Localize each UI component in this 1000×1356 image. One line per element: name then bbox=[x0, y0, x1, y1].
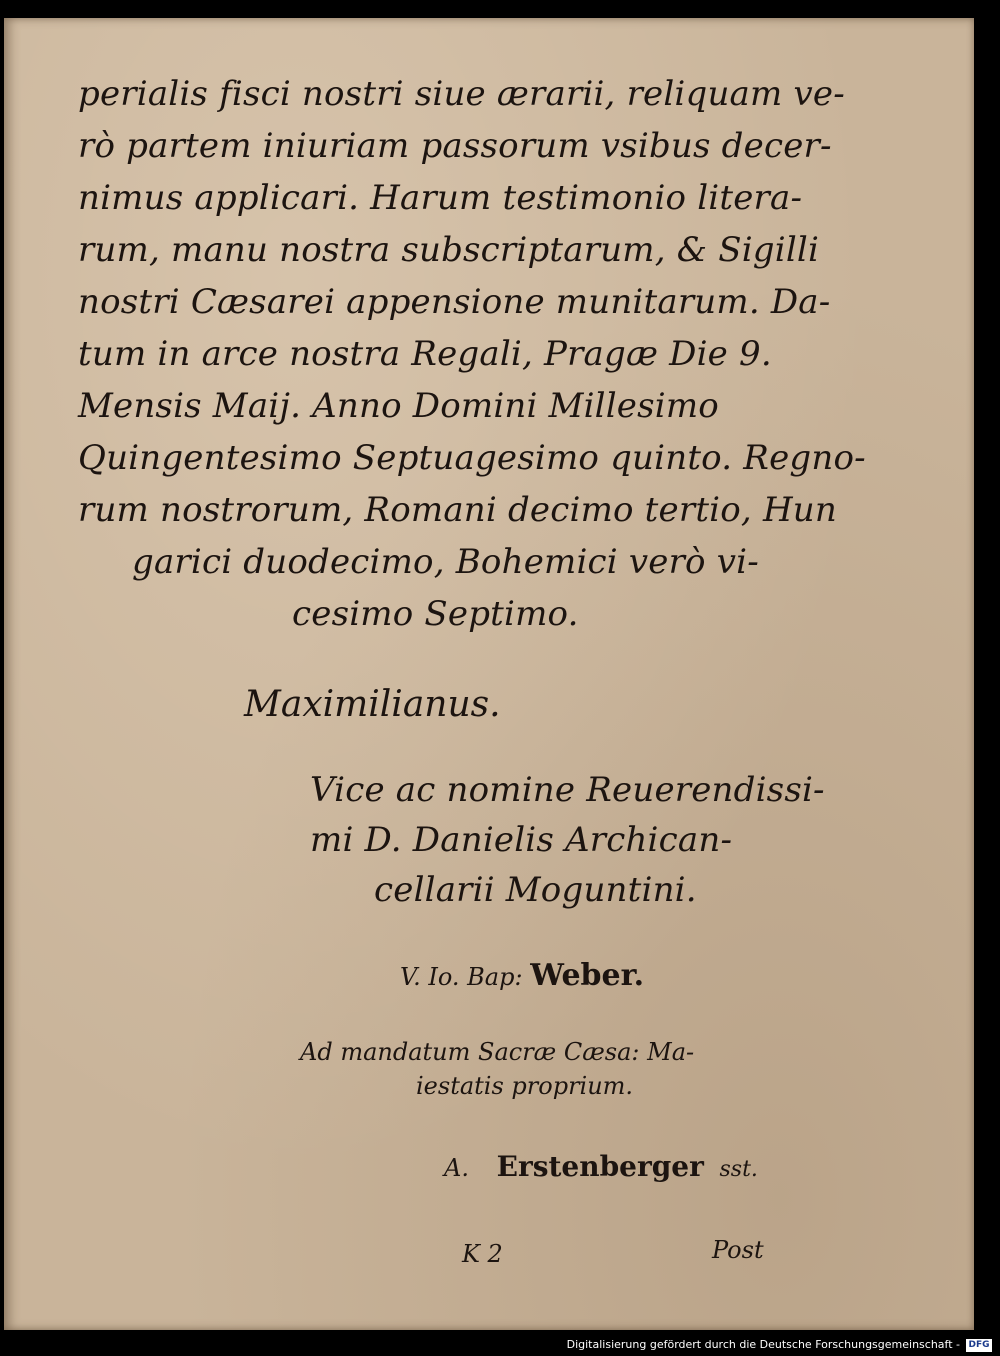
body-line-8: Quingentesimo Septuagesimo quinto. Regno- bbox=[78, 438, 866, 478]
body-line-9: rum nostrorum, Romani decimo tertio, Hun bbox=[78, 490, 837, 530]
body-line-6: tum in arce nostra Regali, Pragæ Die 9. bbox=[78, 334, 772, 374]
vice-line-3: cellarii Moguntini. bbox=[374, 870, 697, 910]
mandate-line-2: iestatis proprium. bbox=[416, 1072, 634, 1100]
body-line-3: nimus applicari. Harum testimonio litera- bbox=[78, 178, 803, 218]
vice-signature-name: Weber. bbox=[530, 958, 645, 993]
vice-line-1: Vice ac nomine Reuerendissi- bbox=[310, 770, 825, 810]
book-page bbox=[4, 18, 974, 1330]
body-line-7: Mensis Maij. Anno Domini Millesimo bbox=[78, 386, 719, 426]
vice-signature bbox=[400, 958, 644, 993]
vice-signature-prefix: V. Io. Bap: bbox=[400, 963, 523, 991]
secretary-name: Erstenberger bbox=[496, 1150, 704, 1183]
vice-line-2: mi D. Danielis Archican- bbox=[310, 820, 733, 860]
signature-maximilianus: Maximilianus. bbox=[244, 684, 501, 725]
body-line-5: nostri Cæsarei appensione munitarum. Da- bbox=[78, 282, 831, 322]
body-line-4: rum, manu nostra subscriptarum, & Sigilli bbox=[78, 230, 820, 270]
secretary-initial: A. bbox=[444, 1154, 469, 1182]
body-line-10: garici duodecimo, Bohemici verò vi- bbox=[132, 542, 759, 582]
body-line-11: cesimo Septimo. bbox=[292, 594, 579, 634]
secretary-signature bbox=[444, 1150, 758, 1183]
catchword: Post bbox=[712, 1236, 764, 1264]
secretary-suffix: sst. bbox=[719, 1157, 758, 1182]
body-line-2: rò partem iniuriam passorum vsibus decer- bbox=[78, 126, 832, 166]
signature-mark: K 2 bbox=[462, 1240, 503, 1268]
footer-credit: Digitalisierung gefördert durch die Deutsche Forschungsgemeinschaft - bbox=[566, 1338, 960, 1351]
mandate-line-1: Ad mandatum Sacræ Cæsa: Ma- bbox=[300, 1038, 695, 1066]
body-line-1: perialis fisci nostri siue ærarii, reliquam ve- bbox=[78, 74, 845, 114]
dfg-logo-icon: DFG bbox=[966, 1339, 992, 1352]
